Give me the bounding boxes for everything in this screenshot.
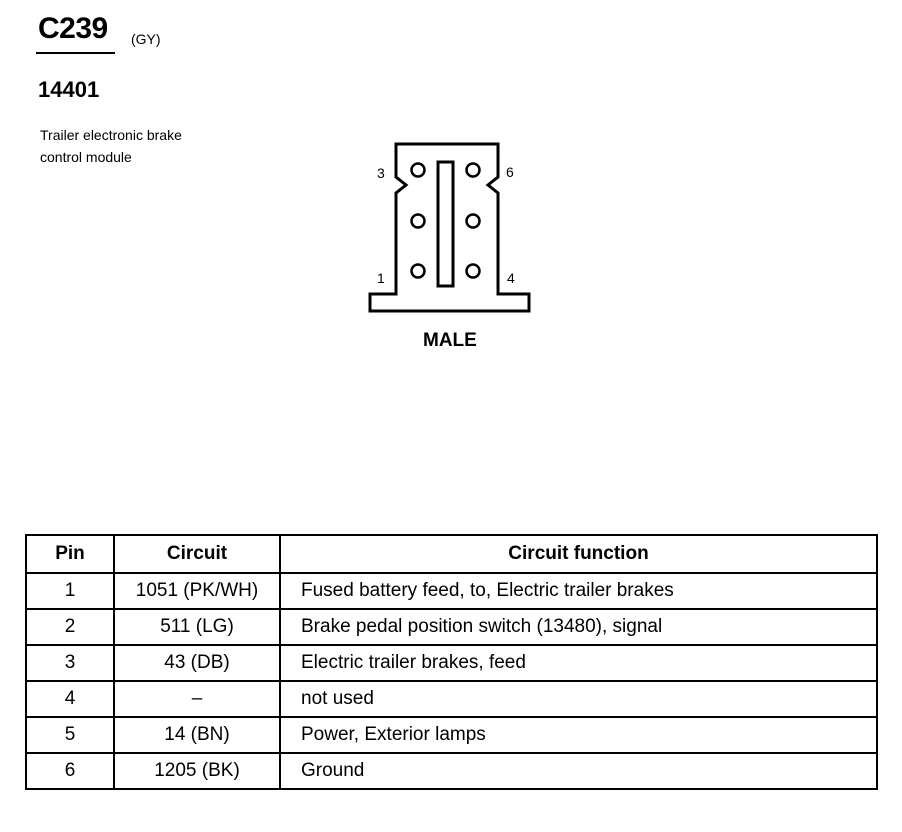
pin-cavity-1 [412, 265, 425, 278]
table-row [26, 573, 877, 609]
connector-color: (GY) [131, 31, 161, 47]
description-line-2: control module [40, 149, 132, 165]
pin-label-4: 4 [507, 270, 515, 286]
circuit-function-cell: Power, Exterior lamps [280, 717, 877, 753]
polarizing-key-slot [438, 162, 453, 286]
table-row [26, 681, 877, 717]
circuit-cell: 43 (DB) [114, 645, 280, 681]
pin-cavity-3 [412, 164, 425, 177]
pin-cell: 6 [26, 753, 114, 789]
circuit-cell: 14 (BN) [114, 717, 280, 753]
circuit-cell: 1051 (PK/WH) [114, 573, 280, 609]
pin-label-3: 3 [377, 165, 385, 181]
connector-gender: MALE [423, 330, 477, 351]
pin-label-6: 6 [506, 164, 514, 180]
header-circuit: Circuit [114, 535, 280, 573]
connector-id-underline [36, 52, 115, 54]
pin-cavity-2 [412, 215, 425, 228]
connector-id: C239 [38, 12, 108, 45]
circuit-cell: – [114, 681, 280, 717]
circuit-function-cell: not used [280, 681, 877, 717]
circuit-function-cell: Brake pedal position switch (13480), signal [280, 609, 877, 645]
circuit-cell: 511 (LG) [114, 609, 280, 645]
pin-circuit-table [25, 534, 878, 790]
pin-cell: 1 [26, 573, 114, 609]
pin-label-1: 1 [377, 270, 385, 286]
description-line-1: Trailer electronic brake [40, 127, 182, 143]
part-number: 14401 [38, 77, 100, 102]
table-header-row [26, 535, 877, 573]
circuit-cell: 1205 (BK) [114, 753, 280, 789]
pin-cavity-5 [467, 215, 480, 228]
pin-cell: 5 [26, 717, 114, 753]
table-row [26, 717, 877, 753]
header-pin: Pin [26, 535, 114, 573]
pin-cell: 3 [26, 645, 114, 681]
circuit-function-cell: Fused battery feed, to, Electric trailer brakes [280, 573, 877, 609]
pin-cell: 4 [26, 681, 114, 717]
pin-cell: 2 [26, 609, 114, 645]
pin-cavity-6 [467, 164, 480, 177]
circuit-function-cell: Electric trailer brakes, feed [280, 645, 877, 681]
pin-cavity-4 [467, 265, 480, 278]
component-description [40, 124, 260, 168]
header-circuit-function: Circuit function [280, 535, 877, 573]
table-row [26, 753, 877, 789]
table-row [26, 609, 877, 645]
table-row [26, 645, 877, 681]
circuit-function-cell: Ground [280, 753, 877, 789]
connector-face-diagram [366, 140, 546, 320]
